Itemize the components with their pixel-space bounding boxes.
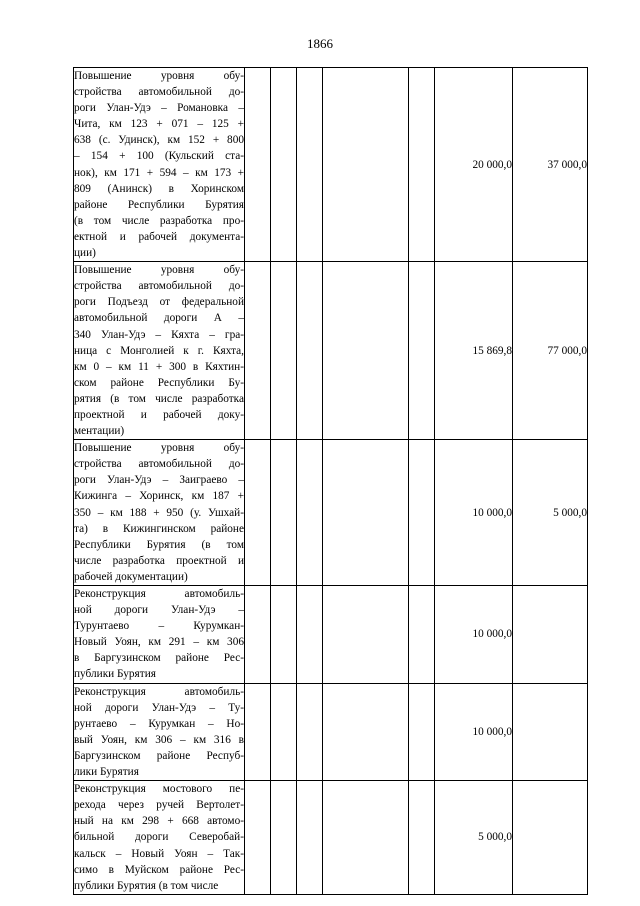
empty-cell [323, 262, 409, 440]
project-description [74, 440, 245, 586]
empty-cell [271, 683, 297, 781]
empty-cell [323, 440, 409, 586]
empty-cell [323, 781, 409, 895]
description-line: 638 (с. Удинск), км 152 + 800 [74, 134, 244, 147]
table-row [74, 440, 588, 586]
description-line: 340 Улан-Удэ – Кяхта – гра- [74, 328, 244, 341]
description-line: рехода через ручей Вертолет- [74, 799, 244, 812]
description-line: стройства автомобильной до- [74, 280, 244, 293]
empty-cell [297, 683, 323, 781]
description-line: симо в Муйском районе Рес- [74, 863, 244, 876]
description-line: Реконструкция мостового пе- [74, 783, 244, 796]
page-number: 1866 [307, 36, 333, 51]
description-line: Реконструкция автомобиль- [74, 685, 244, 698]
amount-cell-2: 77 000,0 [513, 262, 588, 440]
description-line: ной дороги Улан-Удэ – Ту- [74, 701, 244, 714]
description-line: ском районе Республики Бу- [74, 376, 244, 389]
empty-cell [409, 781, 435, 895]
empty-cell [245, 683, 271, 781]
description-line: автомобильной дороги А – [74, 312, 244, 325]
table-row [74, 262, 588, 440]
amount-cell-2: 37 000,0 [513, 68, 588, 262]
description-line: 350 – км 188 + 950 (у. Ушхай- [74, 506, 244, 519]
description-line: км 0 – км 11 + 300 в Кяхтин- [74, 360, 244, 373]
empty-cell [323, 586, 409, 684]
table-row [74, 683, 588, 781]
description-line: рабочей документации) [74, 570, 188, 583]
table-row [74, 586, 588, 684]
description-line: ной дороги Улан-Удэ – [74, 604, 244, 617]
empty-cell [409, 262, 435, 440]
description-line: роги Улан-Удэ – Романовка – [74, 102, 244, 115]
empty-cell [297, 440, 323, 586]
empty-cell [323, 683, 409, 781]
project-description [74, 586, 245, 684]
project-description [74, 262, 245, 440]
empty-cell [297, 262, 323, 440]
empty-cell [271, 586, 297, 684]
amount-cell-2 [513, 781, 588, 895]
description-line: Баргузинском районе Респуб- [74, 749, 244, 762]
description-line: ница с Монголией к г. Кяхта, [74, 344, 244, 357]
amount-cell-1: 5 000,0 [435, 781, 513, 895]
empty-cell [271, 440, 297, 586]
description-line: Реконструкция автомобиль- [74, 588, 244, 600]
empty-cell [297, 781, 323, 895]
description-line: ектной и рабочей документа- [74, 230, 244, 243]
description-line: публики Бурятия (в том числе [74, 879, 219, 892]
description-line: Повышение уровня обу- [74, 264, 244, 277]
description-line: Новый Уоян, км 291 – км 306 [74, 636, 244, 649]
amount-cell-2 [513, 586, 588, 684]
table-row [74, 68, 588, 262]
project-description [74, 68, 245, 262]
description-line: Повышение уровня обу- [74, 70, 244, 82]
amount-cell-1: 15 869,8 [435, 262, 513, 440]
description-line: роги Подъезд от федеральной [74, 296, 244, 309]
description-line: Республики Бурятия (в том [74, 538, 244, 551]
description-line: публики Бурятия [74, 668, 156, 681]
description-line: Повышение уровня обу- [74, 442, 244, 455]
description-line: числе разработка проектной и [74, 554, 244, 567]
description-line: ции) [74, 247, 96, 260]
amount-cell-2 [513, 683, 588, 781]
description-line: Кижинга – Хоринск, км 187 + [74, 490, 244, 503]
description-line: районе Республики Бурятия [74, 198, 244, 211]
project-description [74, 781, 245, 895]
empty-cell [245, 68, 271, 262]
empty-cell [323, 68, 409, 262]
description-line: рунтаево – Курумкан – Но- [74, 717, 244, 730]
description-line: нок), км 171 + 594 – км 173 + [74, 166, 244, 179]
description-line: ментации) [74, 425, 125, 438]
description-line: Турунтаево – Курумкан- [74, 620, 244, 633]
empty-cell [409, 683, 435, 781]
description-line: в Баргузинском районе Рес- [74, 652, 244, 665]
table-row [74, 781, 588, 895]
empty-cell [245, 586, 271, 684]
description-line: та) в Кижингинском районе [74, 522, 244, 535]
empty-cell [245, 440, 271, 586]
description-line: (в том числе разработка про- [74, 214, 244, 227]
amount-cell-1: 10 000,0 [435, 683, 513, 781]
empty-cell [409, 586, 435, 684]
description-line: рятия (в том числе разработка [74, 392, 244, 405]
empty-cell [297, 68, 323, 262]
description-line: 809 (Анинск) в Хоринском [74, 182, 244, 195]
description-line: вый Уоян, км 306 – км 316 в [74, 733, 244, 746]
empty-cell [271, 781, 297, 895]
empty-cell [245, 781, 271, 895]
empty-cell [409, 440, 435, 586]
description-line: лики Бурятия [74, 766, 139, 779]
empty-cell [271, 262, 297, 440]
table-body [74, 68, 588, 895]
amount-cell-1: 10 000,0 [435, 586, 513, 684]
budget-table [73, 67, 588, 895]
description-line: кальск – Новый Уоян – Так- [74, 847, 244, 860]
description-line: ный на км 298 + 668 автомо- [74, 815, 244, 828]
description-line: бильной дороги Северобай- [74, 831, 244, 844]
amount-cell-1: 10 000,0 [435, 440, 513, 586]
empty-cell [297, 586, 323, 684]
empty-cell [245, 262, 271, 440]
description-line: проектной и рабочей доку- [74, 408, 244, 421]
amount-cell-1: 20 000,0 [435, 68, 513, 262]
description-line: Чита, км 123 + 071 – 125 + [74, 118, 244, 131]
description-line: стройства автомобильной до- [74, 458, 244, 471]
empty-cell [409, 68, 435, 262]
amount-cell-2: 5 000,0 [513, 440, 588, 586]
description-line: – 154 + 100 (Кульский ста- [74, 150, 244, 163]
project-description [74, 683, 245, 781]
description-line: роги Улан-Удэ – Заиграево – [74, 474, 244, 487]
description-line: стройства автомобильной до- [74, 86, 244, 99]
empty-cell [271, 68, 297, 262]
